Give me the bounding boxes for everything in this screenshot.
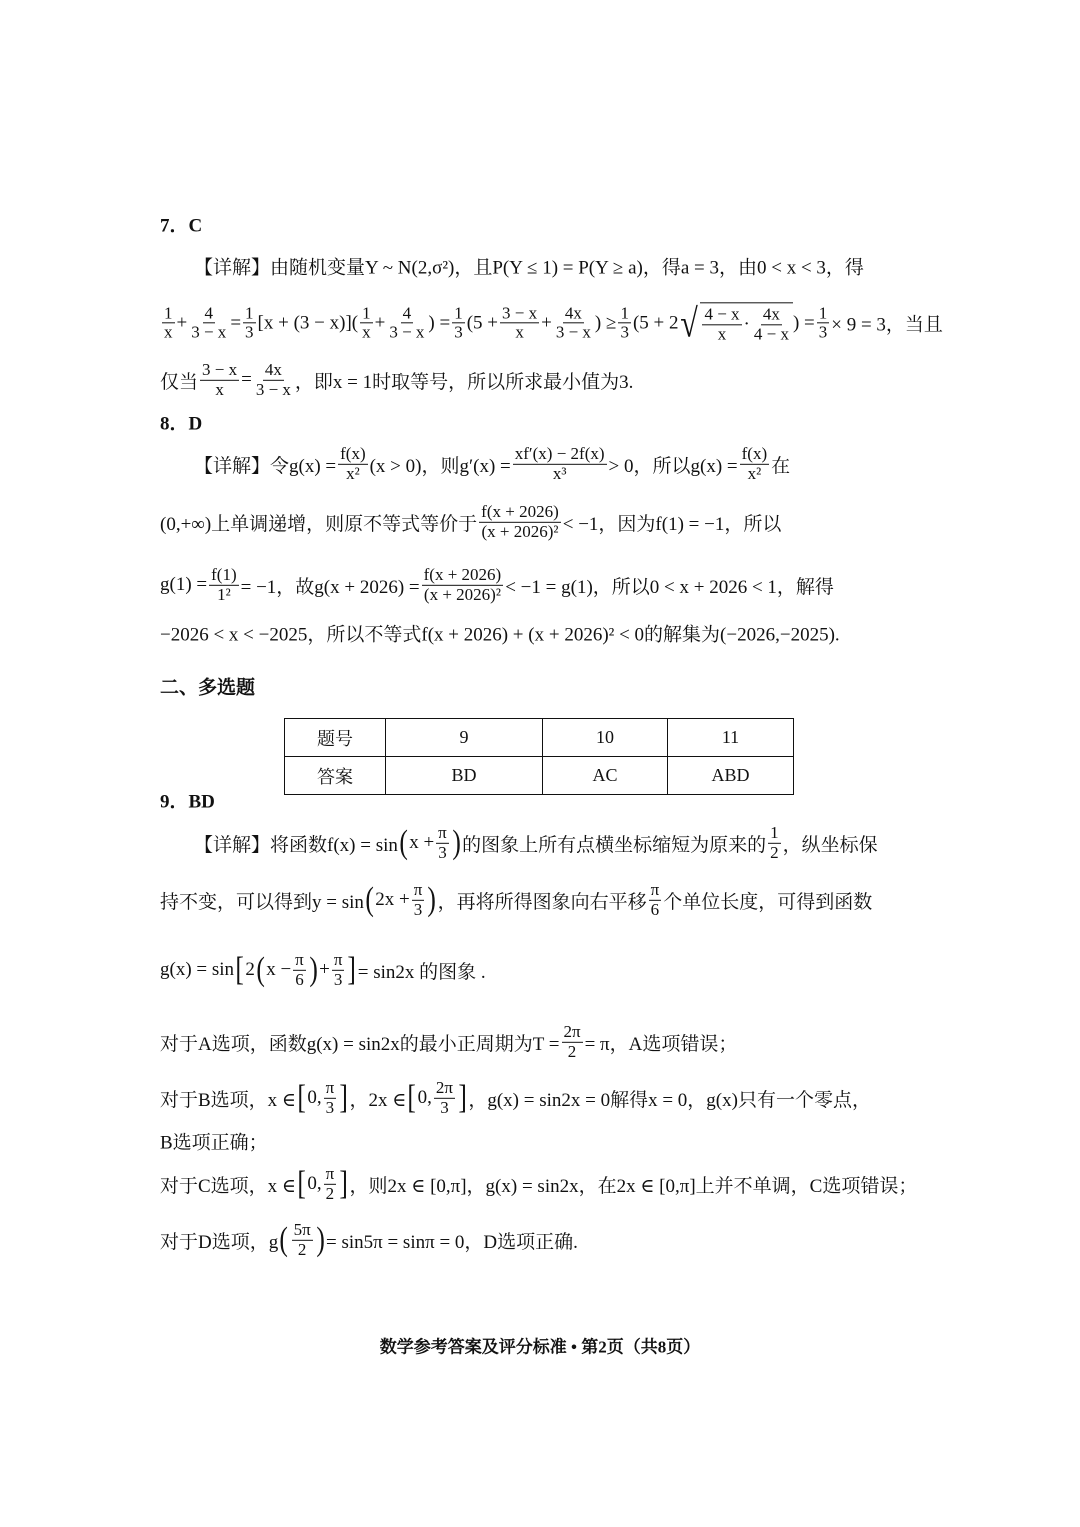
- text-run: 在: [771, 455, 791, 477]
- text-run: = sin2x 的图象 .: [357, 961, 486, 983]
- q8-detail-2: [160, 503, 781, 541]
- numerator: f(x + 2026): [481, 501, 559, 521]
- text-run: 对于A选项，函数g(x) = sin2x的最小正周期为T =: [160, 1033, 560, 1055]
- text-run: 对于D选项，g: [160, 1231, 279, 1253]
- bracket: ]: [339, 1165, 349, 1202]
- denominator: 3: [454, 322, 463, 342]
- text-run: ，纵坐标保: [782, 834, 878, 856]
- fraction: [324, 1079, 337, 1117]
- q8-detail-4: [160, 620, 840, 647]
- denominator: 3 − x: [389, 322, 425, 342]
- table-cell: BD: [386, 757, 543, 795]
- fraction: [162, 304, 175, 342]
- bracket: ): [452, 824, 461, 861]
- numerator: 1: [770, 822, 779, 842]
- text-run: x −: [266, 959, 292, 980]
- fraction: [434, 1079, 455, 1117]
- text-run: 【详解】令g(x) =: [194, 455, 337, 477]
- numerator: 4: [204, 302, 214, 322]
- denominator: 6: [650, 899, 660, 919]
- fraction: [243, 304, 256, 342]
- text-run: < −1 = g(1)，所以0 < x + 2026 < 1，解得: [505, 576, 834, 598]
- denominator: 3: [333, 969, 343, 989]
- q8-detail-1: [194, 445, 790, 483]
- bracket: (: [256, 951, 265, 988]
- bracket: ]: [458, 1079, 467, 1116]
- page-footer: 数学参考答案及评分标准 • 第2页（共8页）: [379, 1337, 701, 1357]
- denominator: x: [164, 322, 173, 342]
- denominator: 3: [440, 1097, 449, 1117]
- denominator: x: [717, 324, 727, 343]
- table-cell: AC: [543, 757, 668, 795]
- numerator: π: [325, 1077, 335, 1097]
- numerator: 4x: [564, 302, 582, 322]
- denominator: x: [215, 379, 224, 399]
- numerator: 4 − x: [704, 304, 740, 324]
- numerator: f(1): [211, 564, 237, 584]
- q9-option-c: [160, 1165, 917, 1203]
- text-run: ) ≥: [594, 312, 617, 333]
- text-run: (5 +: [466, 312, 499, 333]
- text-run: > 0，所以g(x) =: [608, 455, 738, 477]
- numerator: 4: [402, 302, 412, 322]
- numerator: π: [438, 822, 447, 842]
- fraction: [254, 361, 293, 399]
- bracket: ): [316, 1221, 325, 1258]
- q9-heading: [160, 787, 215, 814]
- numerator: f(x): [741, 443, 768, 463]
- q8-detail-3: [160, 566, 834, 604]
- text-run: =: [241, 369, 252, 390]
- denominator: 3: [245, 322, 254, 342]
- radical-sign: √: [680, 300, 699, 345]
- denominator: 3: [325, 1097, 335, 1117]
- denominator: x²: [747, 463, 762, 483]
- text-run: ，则2x ∈ [0,π]，g(x) = sin2x，在2x ∈ [0,π]上并不单调，C选项错误；: [349, 1175, 918, 1197]
- q7-detail-2: [160, 302, 943, 343]
- numerator: 2π: [435, 1077, 453, 1097]
- bracket: (: [399, 824, 408, 861]
- text-run: 0,: [417, 1087, 432, 1108]
- fraction: [436, 824, 449, 862]
- denominator: (x + 2026)²: [481, 521, 559, 541]
- denominator: 3 − x: [191, 322, 227, 342]
- text-run: x +: [409, 832, 435, 853]
- table-header-row: [285, 719, 794, 757]
- text-run: +: [374, 312, 386, 333]
- q9-option-b-cont: [160, 1128, 268, 1155]
- numerator: 1: [245, 302, 254, 322]
- denominator: x³: [552, 463, 567, 483]
- text-run: 仅当: [160, 371, 199, 393]
- q7-heading: [160, 211, 202, 238]
- fraction: [740, 445, 769, 483]
- denominator: 2: [770, 842, 779, 862]
- text-run: ，再将所得图象向右平移: [437, 891, 647, 913]
- fraction: [479, 503, 561, 541]
- text-run: g(x) = sin: [160, 959, 235, 980]
- text-run: =: [230, 312, 242, 333]
- text-run: 0,: [307, 1087, 322, 1108]
- text-run: = −1，故g(x + 2026) =: [240, 576, 420, 598]
- answer-table: [284, 718, 794, 795]
- text-run: (5 + 2: [632, 312, 679, 333]
- fraction: [817, 304, 830, 342]
- denominator: 3: [620, 322, 629, 342]
- text-run: 0,: [307, 1173, 322, 1194]
- numerator: 1: [454, 302, 463, 322]
- bracket: [: [297, 1165, 306, 1202]
- fraction: [752, 305, 791, 343]
- numerator: π: [413, 879, 423, 899]
- fraction: [209, 566, 238, 604]
- table-cell: 题号: [285, 719, 386, 757]
- text-run: (0,+∞)上单调递增，则原不等式等价于: [160, 513, 478, 535]
- fraction: [768, 824, 781, 862]
- numerator: π: [333, 949, 343, 969]
- numerator: 3 − x: [502, 302, 538, 322]
- denominator: x: [362, 322, 371, 342]
- text-run: ·: [743, 313, 750, 335]
- table-cell: 10: [543, 719, 668, 757]
- denominator: 2: [567, 1041, 577, 1061]
- numerator: 5π: [293, 1219, 311, 1239]
- fraction: [702, 305, 741, 343]
- numerator: π: [325, 1163, 335, 1183]
- table-cell: 9: [386, 719, 543, 757]
- q9-detail-2: [160, 881, 872, 919]
- table-cell: 答案: [285, 757, 386, 795]
- denominator: 4 − x: [753, 324, 789, 343]
- numerator: 3 − x: [202, 359, 238, 379]
- fraction: [618, 304, 631, 342]
- denominator: 3: [818, 322, 828, 342]
- bracket: ): [309, 951, 318, 988]
- text-run: 持不变，可以得到y = sin: [160, 891, 364, 913]
- numerator: π: [650, 879, 660, 899]
- q8-heading: [160, 409, 202, 436]
- fraction: [452, 304, 465, 342]
- q9-detail-1: [194, 824, 878, 862]
- fraction: [293, 951, 306, 989]
- text-run: ，即x = 1时取等号，所以所求最小值为3.: [294, 371, 634, 393]
- numerator: 1: [164, 302, 173, 322]
- q9-option-b: [160, 1079, 871, 1117]
- text-run: 个单位长度，可得到函数: [663, 891, 873, 913]
- numerator: 1: [362, 302, 371, 322]
- table-row: [285, 757, 794, 795]
- text-run: 8．D: [160, 413, 203, 435]
- bracket: ): [427, 881, 437, 918]
- text-run: < −1，因为f(1) = −1，所以: [562, 513, 782, 535]
- text-run: ) =: [428, 312, 451, 333]
- numerator: f(x): [340, 443, 366, 463]
- text-run: g(1) =: [160, 574, 208, 595]
- text-run: −2026 < x < −2025，所以不等式f(x + 2026) + (x + 2026)² < 0的解集为(−2026,−2025).: [160, 624, 840, 646]
- fraction: [200, 361, 239, 399]
- numerator: 1: [818, 302, 828, 322]
- numerator: 2π: [563, 1021, 581, 1041]
- denominator: 3: [438, 842, 447, 862]
- text-run: 7．C: [160, 215, 203, 237]
- text-run: ) =: [792, 312, 815, 333]
- text-run: = sin5π = sinπ = 0，D选项正确.: [325, 1231, 578, 1253]
- section-multiple-choice: [160, 673, 255, 700]
- denominator: 3 − x: [255, 379, 291, 399]
- table-cell: ABD: [668, 757, 794, 795]
- fraction: [562, 1023, 583, 1061]
- denominator: 3 − x: [555, 322, 591, 342]
- square-root: [678, 302, 792, 343]
- q9-detail-3: [160, 951, 486, 989]
- fraction: [338, 445, 367, 483]
- fraction: [412, 881, 425, 919]
- q9-option-a: [160, 1023, 737, 1061]
- q7-detail-3: [160, 361, 633, 399]
- text-run: [x + (3 − x)](: [257, 312, 359, 333]
- fraction: [360, 304, 373, 342]
- text-run: 对于B选项，x ∈: [160, 1089, 296, 1111]
- fraction: [554, 304, 593, 342]
- denominator: 2: [325, 1183, 335, 1203]
- bracket: ]: [339, 1079, 349, 1116]
- text-run: 的图象上所有点横坐标缩短为原来的: [462, 834, 767, 856]
- radicand: [700, 302, 793, 343]
- numerator: 4x: [762, 304, 780, 324]
- numerator: π: [295, 949, 304, 969]
- text-run: (x > 0)，则g′(x) =: [369, 455, 511, 477]
- text-run: 二、多选题: [160, 677, 256, 699]
- numerator: f(x + 2026): [423, 564, 502, 584]
- fraction: [649, 881, 662, 919]
- text-run: 【详解】将函数f(x) = sin: [194, 834, 398, 856]
- text-run: +: [319, 959, 330, 980]
- numerator: xf′(x) − 2f(x): [514, 443, 605, 463]
- text-run: 对于C选项，x ∈: [160, 1175, 296, 1197]
- denominator: 6: [295, 969, 304, 989]
- bracket: [: [297, 1079, 306, 1116]
- fraction: [332, 951, 345, 989]
- text-run: ，2x ∈: [349, 1089, 407, 1111]
- bracket: ]: [347, 951, 357, 988]
- text-run: = π，A选项错误；: [584, 1033, 738, 1055]
- table-cell: 11: [668, 719, 794, 757]
- fraction: [387, 304, 426, 342]
- denominator: 1²: [217, 584, 231, 604]
- text-run: × 9 = 3，当且: [831, 314, 943, 336]
- bracket: (: [365, 881, 374, 918]
- numerator: 1: [620, 302, 629, 322]
- fraction: [292, 1221, 313, 1259]
- denominator: 2: [297, 1239, 307, 1259]
- bracket: [: [407, 1079, 417, 1116]
- text-run: +: [176, 312, 188, 333]
- text-run: ，g(x) = sin2x = 0解得x = 0，g(x)只有一个零点，: [468, 1089, 871, 1111]
- q7-detail-1: [194, 253, 864, 280]
- text-run: 9．BD: [160, 791, 215, 813]
- text-run: B选项正确；: [160, 1132, 268, 1154]
- bracket: [: [235, 951, 244, 988]
- bracket: (: [279, 1221, 289, 1258]
- denominator: x: [515, 322, 524, 342]
- text-run: +: [541, 312, 552, 333]
- q9-option-d: [160, 1221, 578, 1259]
- fraction: [189, 304, 228, 342]
- denominator: x²: [346, 463, 360, 483]
- denominator: 3: [413, 899, 423, 919]
- text-run: 2x +: [375, 889, 410, 910]
- numerator: 4x: [264, 359, 282, 379]
- fraction: [500, 304, 539, 342]
- text-run: 【详解】由随机变量Y ~ N(2,σ²)，且P(Y ≤ 1) = P(Y ≥ a)，得a = 3，由0 < x < 3，得: [194, 257, 864, 279]
- fraction: [324, 1165, 337, 1203]
- denominator: (x + 2026)²: [423, 584, 501, 604]
- fraction: [422, 566, 504, 604]
- fraction: [513, 445, 607, 483]
- text-run: 2: [245, 959, 255, 980]
